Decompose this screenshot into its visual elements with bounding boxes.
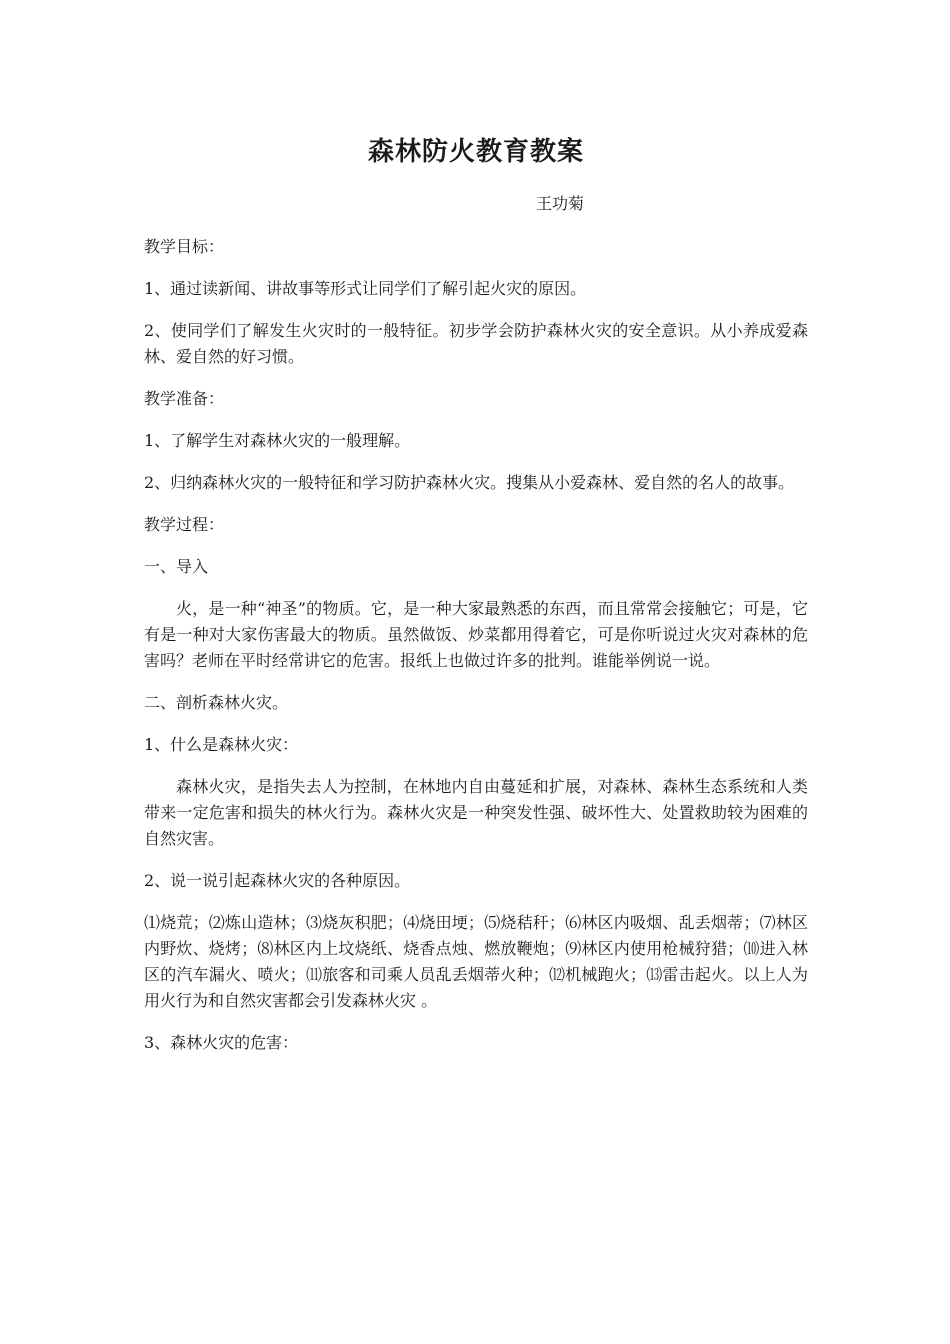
subsection-1-body: 森林火灾，是指失去人为控制，在林地内自由蔓延和扩展，对森林、森林生态系统和人类带来一定危害和损失的林火行为。森林火灾是一种突发性强、破坏性大、处置救助较为困难的自然灾害。	[144, 777, 808, 848]
goal-item-1: 1、通过读新闻、讲故事等形式让同学们了解引起火灾的原因。	[144, 279, 587, 298]
section-1-heading: 一、导入	[144, 557, 209, 576]
prep-heading: 教学准备：	[144, 389, 225, 408]
section-2-heading: 二、剖析森林火灾。	[144, 693, 289, 712]
author-name: 王功菊	[536, 194, 585, 213]
subsection-1-heading: 1、什么是森林火灾：	[144, 735, 299, 754]
prep-item-2: 2、归纳森林火灾的一般特征和学习防护森林火灾。搜集从小爱森林、爱自然的名人的故事。	[144, 473, 795, 492]
document-title: 森林防火教育教案	[367, 137, 584, 167]
document-page	[144, 120, 808, 1072]
process-heading: 教学过程：	[144, 515, 225, 534]
goals-heading: 教学目标：	[144, 237, 225, 256]
section-1-body: 火，是一种“神圣”的物质。它，是一种大家最熟悉的东西，而且常常会接触它；可是，它有是一种对大家伤害最大的物质。虽然做饭、炒菜都用得着它，可是你听说过火灾对森林的危害吗？老师在平时经常讲它的危害。报纸上也做过许多的批判。谁能举例说一说。	[144, 599, 808, 670]
subsection-3-heading: 3、森林火灾的危害：	[144, 1033, 299, 1052]
prep-item-1: 1、了解学生对森林火灾的一般理解。	[144, 431, 411, 450]
subsection-2-heading: 2、说一说引起森林火灾的各种原因。	[144, 871, 411, 890]
subsection-2-body: ⑴烧荒；⑵炼山造林；⑶烧灰积肥；⑷烧田埂；⑸烧秸秆；⑹林区内吸烟、乱丢烟蒂；⑺林区内野炊、烧烤；⑻林区内上坟烧纸、烧香点烛、燃放鞭炮；⑼林区内使用枪械狩猎；⑽进入林区的汽车漏火、喷火；⑾旅客和司乘人员乱丢烟蒂火种；⑿机械跑火；⒀雷击起火。以上人为用火行为和自然灾害都会引发森林火灾 。	[144, 913, 808, 1010]
goal-item-2: 2、使同学们了解发生火灾时的一般特征。初步学会防护森林火灾的安全意识。从小养成爱森林、爱自然的好习惯。	[144, 321, 808, 366]
